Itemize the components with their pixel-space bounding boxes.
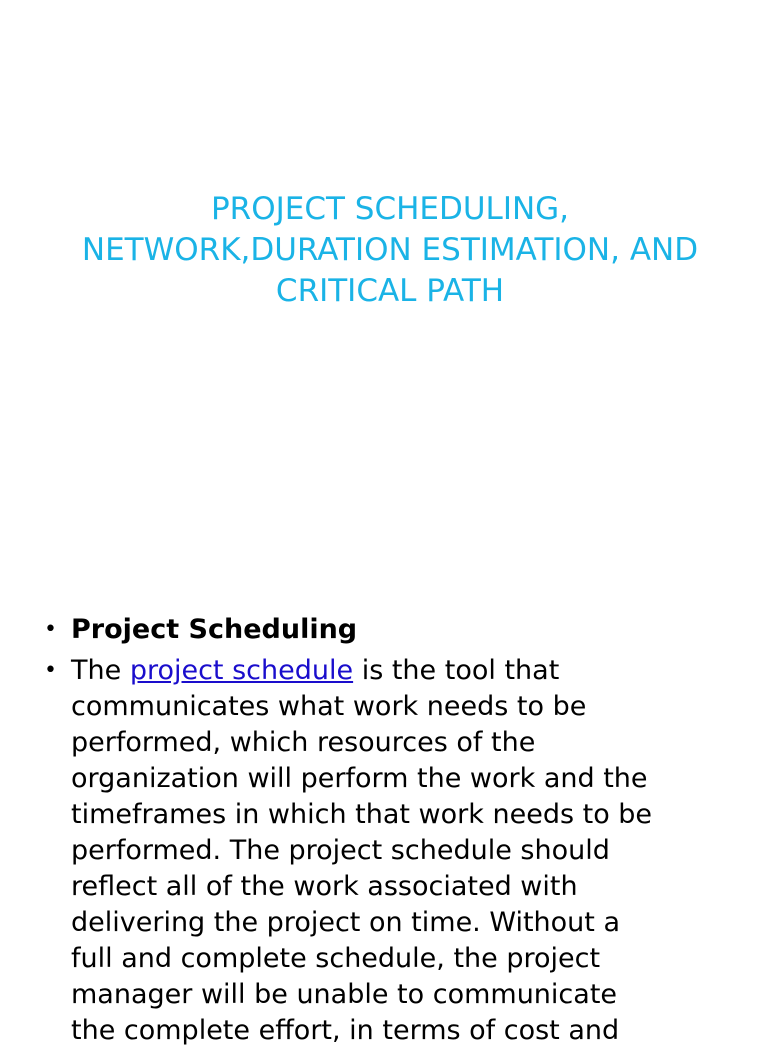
paragraph-line: the complete effort, in terms of cost and	[71, 1015, 620, 1046]
paragraph-line: reflect all of the work associated with	[71, 871, 578, 902]
slide-title	[30, 189, 750, 312]
slide-title-line-2: NETWORK,DURATION ESTIMATION, AND	[81, 232, 699, 268]
paragraph-line: performed, which resources of the	[71, 727, 536, 758]
paragraph-line: full and complete schedule, the project	[71, 943, 601, 974]
bullet-item-project-schedule-description	[44, 653, 744, 1049]
bullet-list	[44, 612, 744, 1054]
paragraph-after-link: is the tool that	[353, 655, 560, 686]
paragraph-line: manager will be unable to communicate	[71, 979, 618, 1010]
bullet-item-project-scheduling	[44, 612, 744, 648]
paragraph-line: organization will perform the work and the	[71, 763, 648, 794]
slide-title-line-3: CRITICAL PATH	[275, 273, 505, 309]
slide-title-line-1: PROJECT SCHEDULING,	[210, 191, 570, 227]
bullet-icon: •	[44, 617, 57, 642]
paragraph-line: performed. The project schedule should	[71, 835, 610, 866]
paragraph-lead: The	[71, 655, 130, 686]
bullet-heading: Project Scheduling	[71, 614, 358, 645]
paragraph-line: timeframes in which that work needs to be	[71, 799, 653, 830]
bullet-icon: •	[44, 658, 57, 683]
project-schedule-link[interactable]: project schedule	[129, 655, 354, 686]
paragraph-line-1	[71, 653, 744, 689]
paragraph-line: communicates what work needs to be	[71, 691, 587, 722]
paragraph-line: delivering the project on time. Without a	[71, 907, 620, 938]
